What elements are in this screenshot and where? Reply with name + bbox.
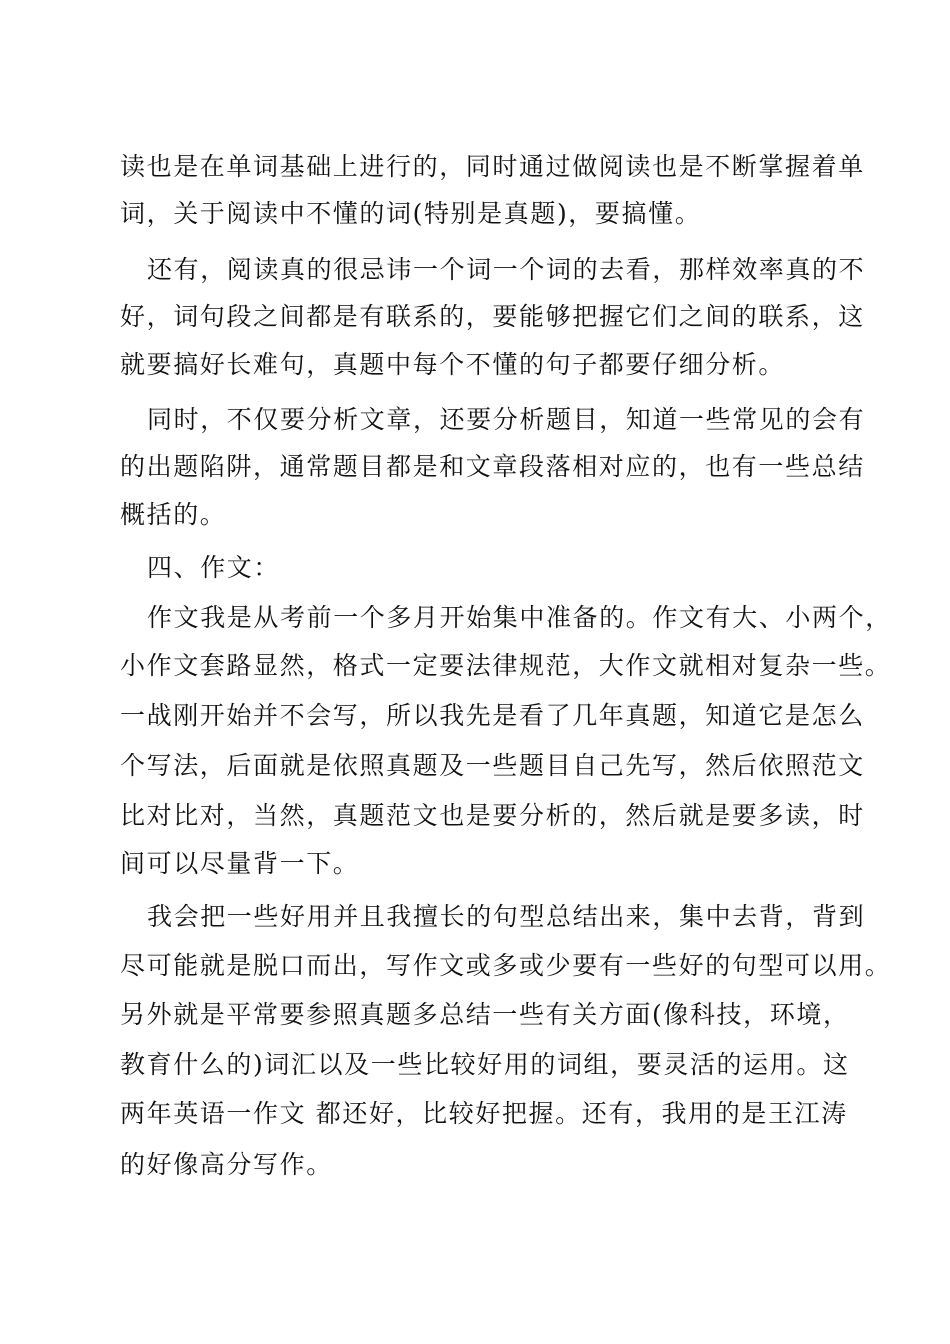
text-line-12: 一战刚开始并不会写，所以我先是看了几年真题，知道它是怎么: [120, 701, 865, 730]
text-line-16: 我会把一些好用并且我擅长的句型总结出来，集中去背，背到: [147, 902, 866, 931]
text-line-3: 还有，阅读真的很忌讳一个词一个词的去看，那样效率真的不: [147, 255, 866, 284]
section-heading: 四、作文：: [147, 553, 281, 582]
text-line-14: 比对比对，当然，真题范文也是要分析的，然后就是要多读，时: [120, 801, 865, 830]
text-line-1: 读也是在单词基础上进行的，同时通过做阅读也是不断掌握着单: [120, 152, 865, 181]
text-line-17: 尽可能就是脱口而出，写作文或多或少要有一些好的句型可以用。: [120, 951, 892, 980]
text-line-20: 两年英语一作文 都还好，比较好把握。还有，我用的是王江涛: [120, 1099, 848, 1128]
text-line-5: 就要搞好长难句，真题中每个不懂的句子都要仔细分析。: [120, 350, 786, 379]
text-line-19: 教育什么的)词汇以及一些比较好用的词组，要灵活的运用。这: [120, 1050, 850, 1079]
text-line-18: 另外就是平常要参照真题多总结一些有关方面(像科技，环境，: [120, 1000, 850, 1029]
text-line-6: 同时，不仅要分析文章，还要分析题目，知道一些常见的会有: [147, 405, 866, 434]
text-line-21: 的好像高分写作。: [120, 1150, 333, 1179]
text-line-8: 概括的。: [120, 500, 227, 529]
text-line-10: 作文我是从考前一个多月开始集中准备的。作文有大、小两个，: [147, 603, 892, 632]
text-line-15: 间可以尽量背一下。: [120, 849, 360, 878]
text-line-13: 个写法，后面就是依照真题及一些题目自己先写，然后依照范文: [120, 751, 865, 780]
text-line-7: 的出题陷阱，通常题目都是和文章段落相对应的，也有一些总结: [120, 452, 865, 481]
text-line-4: 好，词句段之间都是有联系的，要能够把握它们之间的联系，这: [120, 302, 865, 331]
text-line-11: 小作文套路显然，格式一定要法律规范，大作文就相对复杂一些。: [120, 651, 892, 680]
text-line-2: 词，关于阅读中不懂的词(特别是真题)，要搞懂。: [120, 199, 702, 228]
